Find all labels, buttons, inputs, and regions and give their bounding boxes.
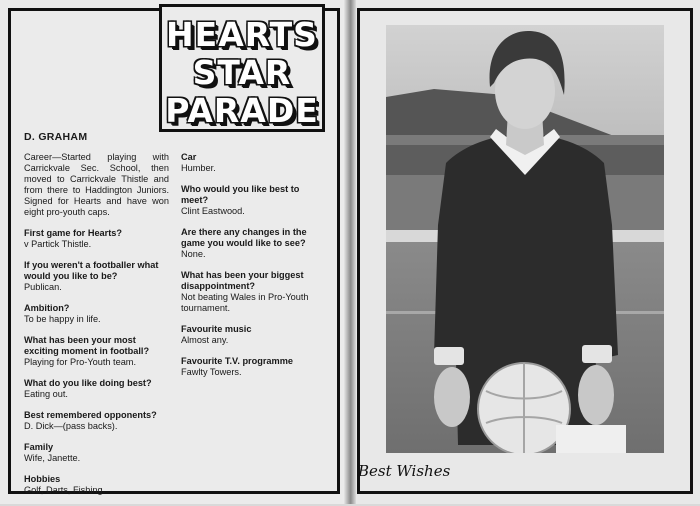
qa-block <box>181 227 329 260</box>
answer: Playing for Pro-Youth team. <box>24 357 137 367</box>
question: Hobbies <box>24 474 61 484</box>
qa-block <box>181 152 329 174</box>
question: Best remembered opponents? <box>24 410 157 420</box>
title-line-2: STAR <box>192 53 292 92</box>
title-box <box>159 4 325 132</box>
player-cuff-right <box>582 345 612 363</box>
left-column <box>24 152 169 506</box>
right-column <box>181 152 329 388</box>
player-hand-left <box>434 367 470 427</box>
qa-block <box>24 303 169 325</box>
qa-block <box>181 184 329 217</box>
player-name: D. GRAHAM <box>24 131 88 143</box>
question: Who would you like best to meet? <box>181 184 300 205</box>
qa-block <box>181 270 329 314</box>
answer: To be happy in life. <box>24 314 101 324</box>
question: First game for Hearts? <box>24 228 123 238</box>
qa-block <box>24 442 169 464</box>
player-cuff-left <box>434 347 464 365</box>
right-page <box>350 0 700 504</box>
question: What do you like doing best? <box>24 378 152 388</box>
answer: v Partick Thistle. <box>24 239 92 249</box>
answer: Publican. <box>24 282 62 292</box>
answer: None. <box>181 249 206 259</box>
question: What has been your most exciting moment in football? <box>24 335 150 356</box>
qa-block <box>24 378 169 400</box>
answer: Golf, Darts, Fishing. <box>24 485 106 495</box>
answer: Wife, Janette. <box>24 453 81 463</box>
qa-block <box>181 356 329 378</box>
player-shorts <box>556 425 626 453</box>
answer: Almost any. <box>181 335 229 345</box>
answer: Humber. <box>181 163 216 173</box>
qa-block <box>24 410 169 432</box>
answer: Clint Eastwood. <box>181 206 245 216</box>
answer: Not beating Wales in Pro-Youth tournament. <box>181 292 309 313</box>
answer: D. Dick—(pass backs). <box>24 421 118 431</box>
question: What has been your biggest disappointment? <box>181 270 304 291</box>
question: If you weren't a footballer what would you like to be? <box>24 260 159 281</box>
left-page <box>0 0 350 504</box>
question: Family <box>24 442 54 452</box>
player-photo <box>386 25 664 453</box>
answer: Fawlty Towers. <box>181 367 242 377</box>
question: Favourite music <box>181 324 252 334</box>
qa-block <box>24 335 169 368</box>
signature: Best Wishes <box>358 462 451 480</box>
answer: Eating out. <box>24 389 68 399</box>
player-hand-right <box>578 365 614 425</box>
question: Ambition? <box>24 303 70 313</box>
qa-block <box>181 324 329 346</box>
qa-block <box>24 228 169 250</box>
qa-block <box>24 260 169 293</box>
title-line-3: PARADE <box>165 91 319 130</box>
title-line-1: HEARTS <box>166 15 318 54</box>
question: Car <box>181 152 197 162</box>
question: Are there any changes in the game you would like to see? <box>181 227 307 248</box>
career-paragraph: Career—Started playing with Carrickvale Sec. School, then moved to Carrickvale Thistle and from there to Haddington Juniors. Signed for Hearts and have won eight pro-youth caps. <box>24 152 169 217</box>
qa-block <box>24 474 169 496</box>
book-gutter <box>344 0 356 504</box>
question: Favourite T.V. programme <box>181 356 293 366</box>
